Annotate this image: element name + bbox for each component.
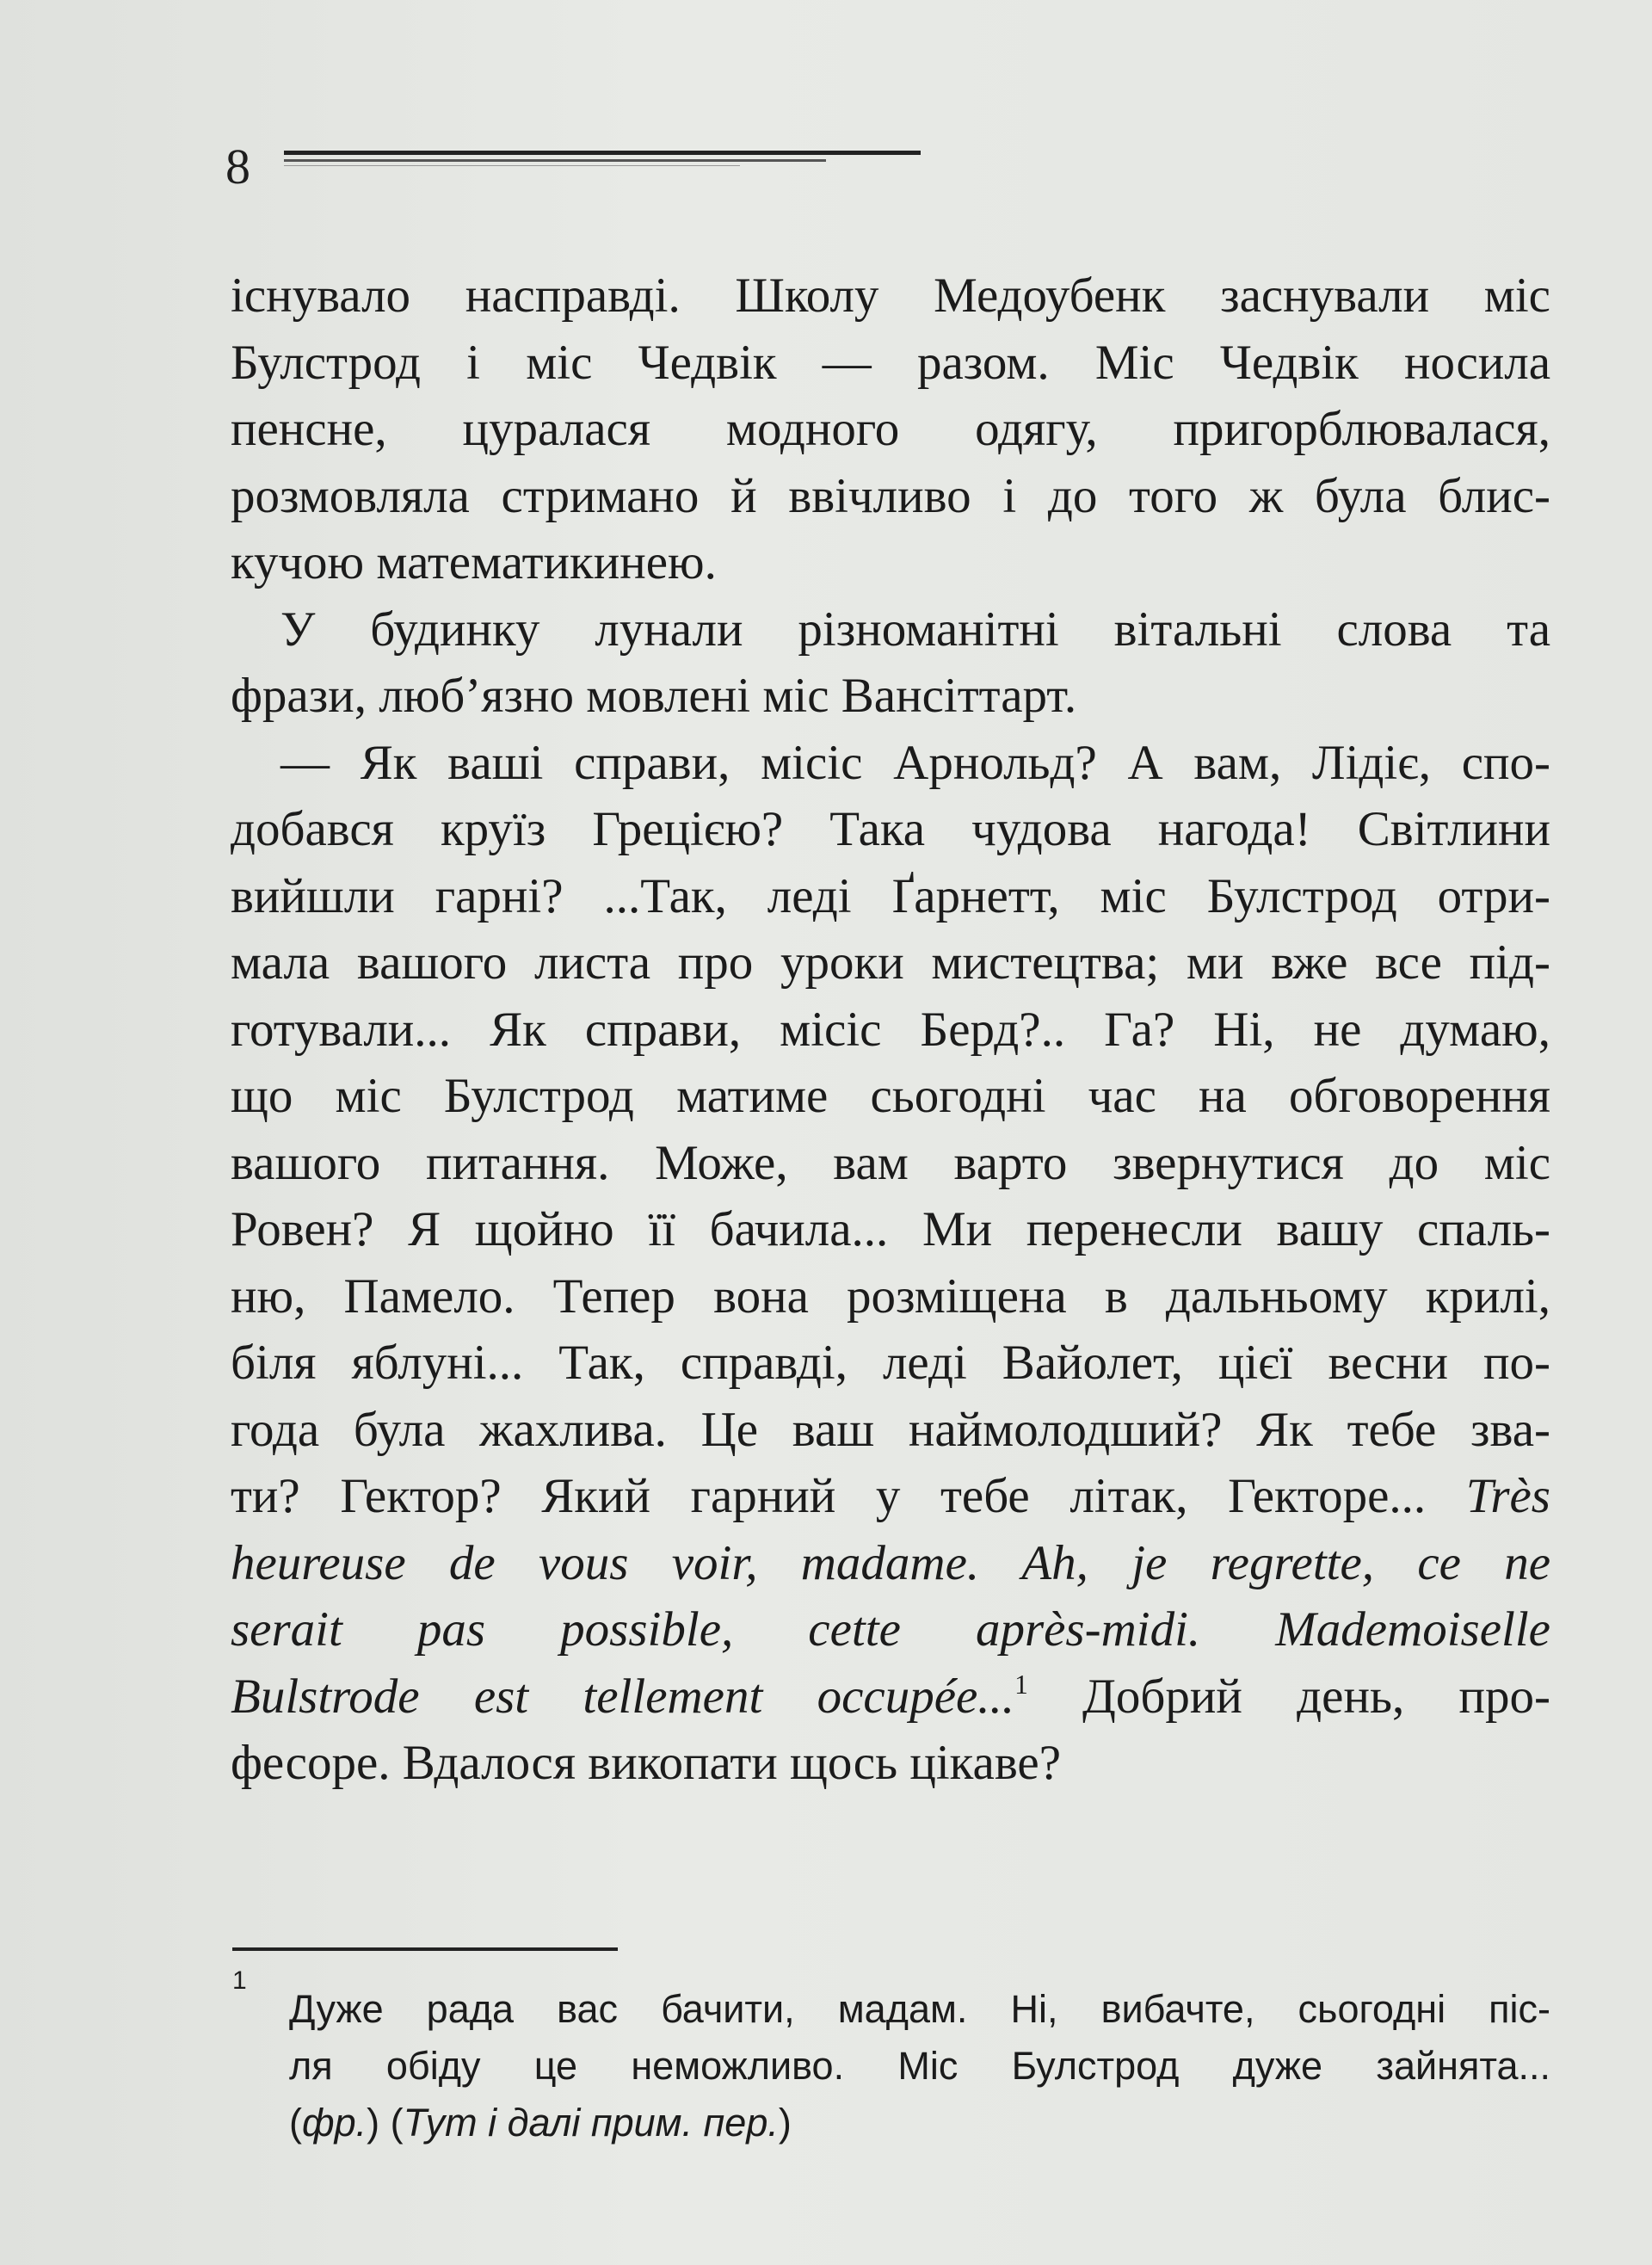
text-segment: Добрий день, про- (1027, 1669, 1550, 1724)
body-text (231, 262, 1550, 1797)
text-segment: вийшли гарні? ...Так, леді Ґарнетт, міс Булстрод отри- (231, 868, 1550, 923)
text-segment: кучою математикинею. (231, 535, 717, 589)
text-line (231, 596, 1550, 663)
text-line (231, 1663, 1550, 1731)
footnote-rule (232, 1947, 618, 1951)
italic-text: Très (1465, 1469, 1550, 1523)
text-line (231, 529, 1550, 596)
text-line (289, 2095, 1550, 2151)
text-line (289, 1981, 1550, 2038)
text-line (231, 730, 1550, 797)
text-segment: Дуже рада вас бачити, мадам. Ні, вибачте, сьогодні піс- (289, 1987, 1550, 2031)
text-segment: ти? Гектор? Який гарний у тебе літак, Гекторе... (231, 1469, 1466, 1523)
text-segment: ля обіду це неможливо. Міс Булстрод дуже зайнята... (289, 2044, 1550, 2088)
text-segment: ) (778, 2101, 792, 2145)
italic-text: Bulstrode est tellement occupée... (231, 1669, 1015, 1724)
text-line (231, 1130, 1550, 1197)
text-segment: — Як ваші справи, місіс Арнольд? А вам, Лідіє, спо- (280, 735, 1550, 790)
text-line (231, 997, 1550, 1064)
text-segment: года була жахлива. Це ваш наймолодший? Як тебе зва- (231, 1402, 1550, 1457)
header-rule-thin (284, 165, 740, 166)
text-line (231, 863, 1550, 930)
footnote-text (232, 1981, 1550, 2151)
text-line (231, 1196, 1550, 1263)
page-number: 8 (225, 139, 250, 194)
text-segment: що міс Булстрод матиме сьогодні час на обговорення (231, 1069, 1550, 1123)
text-segment: розмовляла стримано й ввічливо і до того ж була блис- (231, 468, 1550, 523)
text-segment: вашого питання. Може, вам варто звернутися до міс (231, 1135, 1550, 1190)
text-line (231, 1063, 1550, 1130)
italic-text: heureuse de vous voir, madame. Ah, je regrette, ce ne (231, 1535, 1550, 1590)
text-line (231, 1463, 1550, 1530)
text-line (231, 1596, 1550, 1663)
text-line (289, 2038, 1550, 2095)
italic-text: Тут і далі прим. пер. (403, 2101, 779, 2145)
text-line (231, 463, 1550, 530)
text-segment: ню, Памело. Тепер вона розміщена в дальньому крилі, (231, 1268, 1550, 1324)
text-segment: У будинку лунали різноманітні вітальні слова та (280, 602, 1550, 657)
text-line (231, 1263, 1550, 1330)
text-segment: Ровен? Я щойно її бачила... Ми перенесли вашу спаль- (231, 1202, 1550, 1256)
text-segment: пенсне, цуралася модного одягу, пригорблювалася, (231, 402, 1550, 456)
text-line (231, 796, 1550, 863)
text-segment: біля яблуні... Так, справді, леді Вайолет, цієї весни по- (231, 1336, 1550, 1390)
text-segment: мала вашого листа про уроки мистецтва; ми вже все під- (231, 935, 1550, 990)
text-segment: ) ( (367, 2101, 404, 2145)
text-line (231, 1330, 1550, 1397)
text-segment: існувало насправді. Школу Медоубенк заснували міс (231, 268, 1550, 323)
italic-text: фр. (302, 2101, 367, 2145)
text-segment: добався круїз Грецією? Така чудова нагода! Світлини (231, 802, 1550, 856)
footnote: 1 Дуже рада вас бачити, мадам. Ні, вибачте, сьогодні піс- ля обіду це неможливо. Міс Булстрод дуже зайнята... (фр.) (Тут і далі прим. пер.) (232, 1981, 1550, 2151)
text-line (231, 929, 1550, 997)
text-line (231, 330, 1550, 397)
header-rule (284, 151, 921, 155)
text-segment: ( (289, 2101, 302, 2145)
text-line (231, 262, 1550, 330)
text-segment: фесоре. Вдалося викопати щось цікаве? (231, 1736, 1061, 1790)
text-line (231, 1397, 1550, 1464)
italic-text: serait pas possible, cette après-midi. Mademoiselle (231, 1602, 1550, 1657)
text-line (231, 1730, 1550, 1797)
text-segment: готували... Як справи, місіс Берд?.. Га? Ні, не думаю, (231, 1002, 1550, 1057)
text-segment: фрази, люб’язно мовлені міс Вансіттарт. (231, 669, 1077, 723)
footnote-reference: 1 (1014, 1669, 1028, 1700)
text-line (231, 396, 1550, 463)
text-line (231, 663, 1550, 730)
text-line (231, 1530, 1550, 1597)
text-segment: Булстрод і міс Чедвік — разом. Міс Чедвік носила (231, 335, 1550, 390)
header-rule-secondary (284, 159, 826, 162)
